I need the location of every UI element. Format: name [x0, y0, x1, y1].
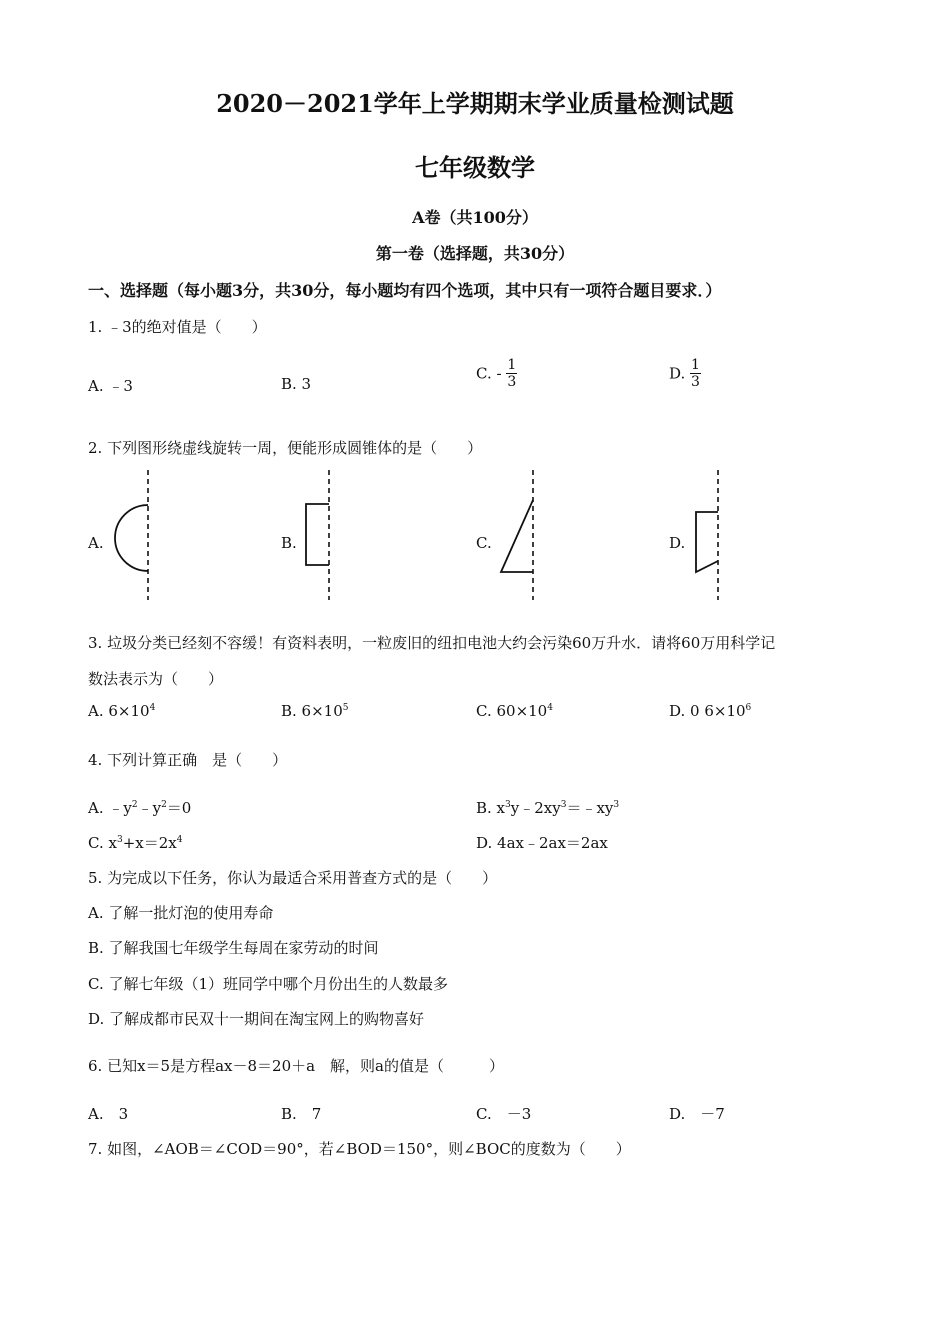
term: +x＝2x [122, 834, 177, 852]
figure-d-trapezoid [685, 470, 730, 602]
trapezoid-shape [696, 512, 718, 572]
question-2-option-d: D. [669, 534, 686, 552]
triangle-shape [501, 500, 533, 572]
term: A. ﹣y [88, 799, 132, 817]
option-text: A. 6×10 [88, 702, 150, 720]
fraction-numerator: 1 [507, 357, 517, 373]
question-4-option-a [88, 797, 191, 818]
fraction-denominator: 3 [691, 374, 700, 390]
exam-title: 2020－2021学年上学期期末学业质量检测试题 [216, 89, 734, 118]
question-5-stem: 5. 为完成以下任务，你认为最适合采用普查方式的是（ ） [88, 869, 498, 887]
option-text: D. 0 6×10 [669, 702, 746, 720]
exponent: 6 [745, 703, 752, 713]
question-6-option-a: A. 3 [88, 1105, 129, 1123]
semicircle-shape [115, 505, 148, 571]
question-6-option-c: C. －3 [476, 1105, 532, 1123]
exponent: 3 [505, 800, 511, 810]
term: C. x [88, 834, 117, 852]
question-3-option-d [669, 702, 751, 720]
figure-b-rectangle [295, 470, 345, 602]
question-1-option-b: B. 3 [281, 375, 312, 393]
question-4-option-c [88, 832, 182, 853]
term: B. x [476, 799, 506, 817]
question-5-option-a: A. 了解一批灯泡的使用寿命 [88, 904, 274, 922]
question-3-option-b [281, 702, 349, 720]
part-label: 第一卷（选择题，共30分） [375, 244, 575, 263]
rectangle-shape [306, 504, 329, 565]
term: ＝0 [166, 799, 192, 817]
question-5-option-c: C. 了解七年级（1）班同学中哪个月份出生的人数最多 [88, 975, 449, 993]
question-2-option-a: A. [88, 534, 104, 552]
option-c-prefix: C. - [476, 364, 502, 383]
option-text: C. 60×10 [476, 702, 548, 720]
exponent: 3 [560, 800, 567, 810]
question-3-stem-line2: 数法表示为（ ） [88, 670, 224, 688]
question-1-stem: 1. ﹣3的绝对值是（ ） [88, 318, 267, 336]
option-d-prefix: D. [669, 364, 686, 383]
question-2-stem: 2. 下列图形绕虚线旋转一周，便能形成圆锥体的是（ ） [88, 439, 483, 457]
figure-a-semicircle [100, 470, 160, 602]
question-2-option-c: C. [476, 534, 492, 552]
exponent: 5 [342, 703, 349, 713]
question-4-option-d: D. 4ax﹣2ax＝2ax [476, 834, 608, 852]
question-1-option-a: A. ﹣3 [88, 377, 133, 395]
figure-c-right-triangle [490, 470, 545, 602]
question-3-option-c [476, 702, 553, 720]
question-3-option-a [88, 702, 155, 720]
term: ＝﹣xy [566, 799, 614, 817]
term: y﹣2xy [510, 799, 561, 817]
fraction-one-third [690, 357, 701, 390]
option-text: B. 6×10 [281, 702, 343, 720]
subject-title: 七年级数学 [415, 153, 535, 182]
question-7-stem: 7. 如图，∠AOB＝∠COD＝90°，若∠BOD＝150°，则∠BOC的度数为（ ） [88, 1140, 631, 1158]
volume-label: A卷（共100分） [412, 208, 538, 227]
question-5-option-d: D. 了解成都市民双十一期间在淘宝网上的购物喜好 [88, 1010, 425, 1028]
question-6-option-d: D. －7 [669, 1105, 725, 1123]
exponent: 4 [149, 703, 156, 713]
exponent: 4 [176, 835, 183, 845]
fraction-denominator: 3 [507, 374, 517, 390]
exponent: 3 [116, 835, 123, 845]
fraction-one-third [506, 357, 517, 390]
fraction-numerator: 1 [691, 357, 700, 373]
exponent: 4 [547, 703, 553, 713]
question-4-stem: 4. 下列计算正确 是（ ） [88, 751, 288, 769]
question-4-option-b [476, 797, 619, 818]
question-6-option-b: B. 7 [281, 1105, 322, 1123]
term: ﹣y [137, 799, 162, 817]
exponent: 2 [161, 800, 167, 810]
question-2-option-b: B. [281, 534, 297, 552]
question-1-option-c [476, 357, 517, 390]
question-6-stem: 6. 已知x＝5是方程ax－8＝20＋a 解，则a的值是（ ） [88, 1057, 505, 1075]
question-1-option-d [669, 357, 701, 390]
exponent: 2 [131, 800, 138, 810]
question-5-option-b: B. 了解我国七年级学生每周在家劳动的时间 [88, 939, 379, 957]
section-heading: 一、选择题（每小题3分，共30分，每小题均有四个选项，其中只有一项符合题目要求．） [88, 281, 722, 300]
exponent: 3 [613, 800, 620, 810]
question-3-stem-line1: 3. 垃圾分类已经刻不容缓！有资料表明，一粒废旧的纽扣电池大约会污染60万升水．请将60万用科学记 [88, 634, 776, 652]
